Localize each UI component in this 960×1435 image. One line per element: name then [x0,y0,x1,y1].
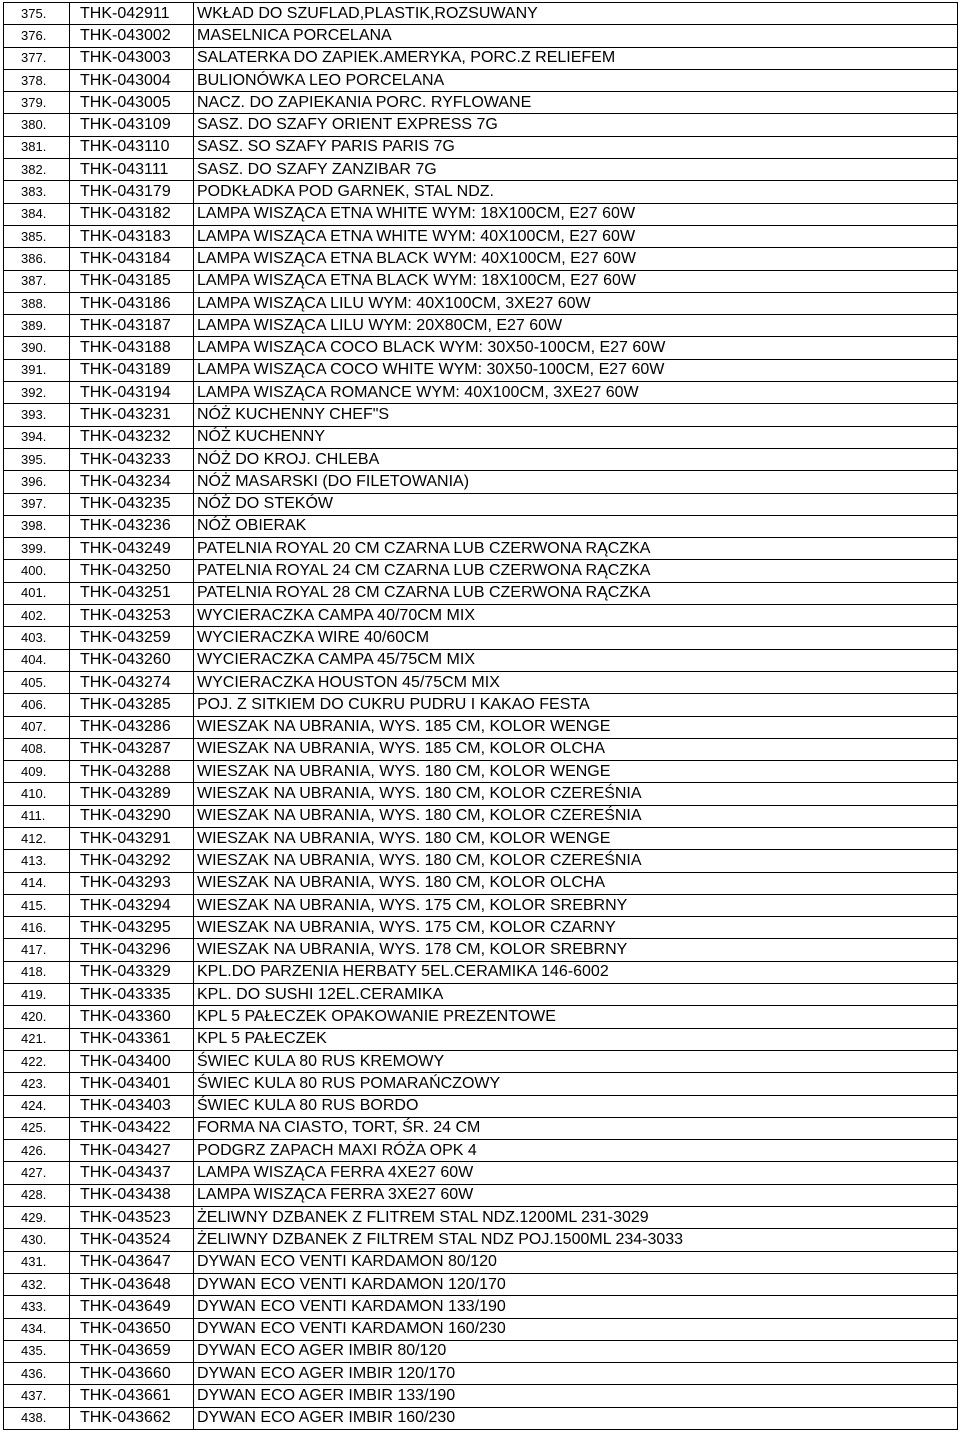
product-code-cell: THK-043189 [70,359,194,381]
row-number-cell: 383. [4,181,70,203]
product-description-cell: KPL.DO PARZENIA HERBATY 5EL.CERAMIKA 146-6002 [194,961,958,983]
table-row [4,582,958,604]
row-number-cell: 395. [4,448,70,470]
product-code-cell: THK-043291 [70,827,194,849]
row-number-cell: 432. [4,1273,70,1295]
table-row [4,225,958,247]
row-number-cell: 376. [4,25,70,47]
product-description-cell: SASZ. SO SZAFY PARIS PARIS 7G [194,136,958,158]
row-number-cell: 421. [4,1028,70,1050]
row-number-cell: 390. [4,337,70,359]
product-code-cell: THK-043427 [70,1140,194,1162]
product-description-cell: WIESZAK NA UBRANIA, WYS. 178 CM, KOLOR SREBRNY [194,939,958,961]
product-description-cell: PODKŁADKA POD GARNEK, STAL NDZ. [194,181,958,203]
product-description-cell: WIESZAK NA UBRANIA, WYS. 185 CM, KOLOR OLCHA [194,738,958,760]
table-row [4,1073,958,1095]
product-code-cell: THK-043185 [70,270,194,292]
row-number-cell: 382. [4,159,70,181]
product-description-cell: WIESZAK NA UBRANIA, WYS. 185 CM, KOLOR WENGE [194,716,958,738]
product-description-cell: LAMPA WISZĄCA COCO WHITE WYM: 30X50-100CM, E27 60W [194,359,958,381]
row-number-cell: 412. [4,827,70,849]
row-number-cell: 428. [4,1184,70,1206]
product-code-cell: THK-043250 [70,560,194,582]
row-number-cell: 407. [4,716,70,738]
product-code-cell: THK-043186 [70,292,194,314]
row-number-cell: 380. [4,114,70,136]
table-row [4,1251,958,1273]
row-number-cell: 427. [4,1162,70,1184]
product-code-cell: THK-043523 [70,1207,194,1229]
product-code-cell: THK-043401 [70,1073,194,1095]
row-number-cell: 410. [4,783,70,805]
product-code-cell: THK-043184 [70,248,194,270]
product-description-cell: FORMA NA CIASTO, TORT, ŚR. 24 CM [194,1117,958,1139]
table-row [4,939,958,961]
row-number-cell: 420. [4,1006,70,1028]
table-row [4,493,958,515]
row-number-cell: 426. [4,1140,70,1162]
table-row [4,783,958,805]
row-number-cell: 435. [4,1340,70,1362]
table-row [4,1184,958,1206]
row-number-cell: 387. [4,270,70,292]
table-row [4,1407,958,1429]
product-description-cell: SASZ. DO SZAFY ZANZIBAR 7G [194,159,958,181]
table-row [4,114,958,136]
product-code-cell: THK-043231 [70,404,194,426]
product-description-cell: WIESZAK NA UBRANIA, WYS. 180 CM, KOLOR WENGE [194,761,958,783]
row-number-cell: 436. [4,1363,70,1385]
product-code-cell: THK-043662 [70,1407,194,1429]
product-code-cell: THK-043288 [70,761,194,783]
product-description-cell: ŚWIEC KULA 80 RUS BORDO [194,1095,958,1117]
table-row [4,136,958,158]
product-description-cell: KPL. DO SUSHI 12EL.CERAMIKA [194,984,958,1006]
product-code-cell: THK-043182 [70,203,194,225]
table-row [4,1028,958,1050]
product-code-cell: THK-043650 [70,1318,194,1340]
table-row [4,872,958,894]
product-description-cell: DYWAN ECO AGER IMBIR 133/190 [194,1385,958,1407]
row-number-cell: 423. [4,1073,70,1095]
table-row [4,359,958,381]
table-row [4,984,958,1006]
product-code-cell: THK-043403 [70,1095,194,1117]
product-code-cell: THK-043659 [70,1340,194,1362]
product-code-cell: THK-043183 [70,225,194,247]
product-description-cell: WIESZAK NA UBRANIA, WYS. 180 CM, KOLOR CZEREŚNIA [194,805,958,827]
table-row [4,1006,958,1028]
product-description-cell: DYWAN ECO VENTI KARDAMON 80/120 [194,1251,958,1273]
product-code-cell: THK-043400 [70,1050,194,1072]
product-code-cell: THK-043286 [70,716,194,738]
row-number-cell: 399. [4,538,70,560]
table-row [4,538,958,560]
row-number-cell: 393. [4,404,70,426]
row-number-cell: 401. [4,582,70,604]
table-row [4,382,958,404]
table-row [4,315,958,337]
product-description-cell: WIESZAK NA UBRANIA, WYS. 175 CM, KOLOR SREBRNY [194,894,958,916]
product-description-cell: DYWAN ECO VENTI KARDAMON 160/230 [194,1318,958,1340]
table-row [4,448,958,470]
product-code-cell: THK-043004 [70,69,194,91]
product-description-cell: DYWAN ECO AGER IMBIR 120/170 [194,1363,958,1385]
product-code-cell: THK-043233 [70,448,194,470]
product-description-cell: PATELNIA ROYAL 20 CM CZARNA LUB CZERWONA RĄCZKA [194,538,958,560]
product-code-cell: THK-043660 [70,1363,194,1385]
product-code-cell: THK-043003 [70,47,194,69]
row-number-cell: 381. [4,136,70,158]
product-code-cell: THK-043260 [70,649,194,671]
row-number-cell: 400. [4,560,70,582]
product-description-cell: PATELNIA ROYAL 28 CM CZARNA LUB CZERWONA RĄCZKA [194,582,958,604]
product-code-cell: THK-043109 [70,114,194,136]
row-number-cell: 377. [4,47,70,69]
product-description-cell: LAMPA WISZĄCA COCO BLACK WYM: 30X50-100CM, E27 60W [194,337,958,359]
product-description-cell: PATELNIA ROYAL 24 CM CZARNA LUB CZERWONA RĄCZKA [194,560,958,582]
product-description-cell: ŚWIEC KULA 80 RUS POMARAŃCZOWY [194,1073,958,1095]
product-code-cell: THK-043360 [70,1006,194,1028]
product-code-cell: THK-043235 [70,493,194,515]
product-description-cell: MASELNICA PORCELANA [194,25,958,47]
row-number-cell: 403. [4,627,70,649]
product-description-cell: WYCIERACZKA HOUSTON 45/75CM MIX [194,671,958,693]
product-code-cell: THK-043287 [70,738,194,760]
row-number-cell: 433. [4,1296,70,1318]
product-description-cell: PODGRZ ZAPACH MAXI RÓŻA OPK 4 [194,1140,958,1162]
product-description-cell: KPL 5 PAŁECZEK OPAKOWANIE PREZENTOWE [194,1006,958,1028]
product-description-cell: WIESZAK NA UBRANIA, WYS. 180 CM, KOLOR OLCHA [194,872,958,894]
product-code-cell: THK-043361 [70,1028,194,1050]
product-description-cell: ŻELIWNY DZBANEK Z FILTREM STAL NDZ POJ.1500ML 234-3033 [194,1229,958,1251]
row-number-cell: 419. [4,984,70,1006]
table-row [4,515,958,537]
table-row [4,1207,958,1229]
product-code-cell: THK-043274 [70,671,194,693]
product-code-cell: THK-043422 [70,1117,194,1139]
table-row [4,560,958,582]
table-row [4,3,958,25]
product-code-cell: THK-043249 [70,538,194,560]
row-number-cell: 375. [4,3,70,25]
row-number-cell: 425. [4,1117,70,1139]
row-number-cell: 392. [4,382,70,404]
product-description-cell: LAMPA WISZĄCA FERRA 4XE27 60W [194,1162,958,1184]
table-row [4,1162,958,1184]
table-row [4,671,958,693]
product-description-cell: NÓŻ DO KROJ. CHLEBA [194,448,958,470]
row-number-cell: 378. [4,69,70,91]
product-description-cell: NACZ. DO ZAPIEKANIA PORC. RYFLOWANE [194,92,958,114]
product-description-cell: LAMPA WISZĄCA LILU WYM: 40X100CM, 3XE27 60W [194,292,958,314]
product-code-cell: THK-043661 [70,1385,194,1407]
row-number-cell: 398. [4,515,70,537]
product-table [3,2,958,1430]
table-row [4,917,958,939]
product-description-cell: WIESZAK NA UBRANIA, WYS. 180 CM, KOLOR WENGE [194,827,958,849]
product-code-cell: THK-042911 [70,3,194,25]
product-code-cell: THK-043294 [70,894,194,916]
row-number-cell: 396. [4,471,70,493]
row-number-cell: 391. [4,359,70,381]
product-code-cell: THK-043194 [70,382,194,404]
row-number-cell: 437. [4,1385,70,1407]
row-number-cell: 418. [4,961,70,983]
table-row [4,827,958,849]
product-code-cell: THK-043253 [70,605,194,627]
product-description-cell: WYCIERACZKA WIRE 40/60CM [194,627,958,649]
product-description-cell: WYCIERACZKA CAMPA 45/75CM MIX [194,649,958,671]
product-code-cell: THK-043232 [70,426,194,448]
product-code-cell: THK-043285 [70,694,194,716]
product-description-cell: WIESZAK NA UBRANIA, WYS. 175 CM, KOLOR CZARNY [194,917,958,939]
row-number-cell: 384. [4,203,70,225]
product-code-cell: THK-043259 [70,627,194,649]
product-code-cell: THK-043438 [70,1184,194,1206]
table-row [4,1273,958,1295]
row-number-cell: 429. [4,1207,70,1229]
table-row [4,159,958,181]
table-row [4,1318,958,1340]
table-row [4,805,958,827]
product-description-cell: ŚWIEC KULA 80 RUS KREMOWY [194,1050,958,1072]
table-row [4,1229,958,1251]
table-row [4,426,958,448]
table-row [4,605,958,627]
row-number-cell: 409. [4,761,70,783]
table-row [4,337,958,359]
table-row [4,69,958,91]
table-row [4,649,958,671]
product-description-cell: LAMPA WISZĄCA ETNA BLACK WYM: 18X100CM, E27 60W [194,270,958,292]
table-row [4,292,958,314]
product-code-cell: THK-043437 [70,1162,194,1184]
table-row [4,627,958,649]
row-number-cell: 422. [4,1050,70,1072]
product-description-cell: LAMPA WISZĄCA ROMANCE WYM: 40X100CM, 3XE27 60W [194,382,958,404]
product-code-cell: THK-043647 [70,1251,194,1273]
row-number-cell: 415. [4,894,70,916]
product-code-cell: THK-043649 [70,1296,194,1318]
row-number-cell: 438. [4,1407,70,1429]
row-number-cell: 434. [4,1318,70,1340]
table-row [4,894,958,916]
product-code-cell: THK-043289 [70,783,194,805]
product-description-cell: DYWAN ECO AGER IMBIR 160/230 [194,1407,958,1429]
product-description-cell: SASZ. DO SZAFY ORIENT EXPRESS 7G [194,114,958,136]
table-row [4,1140,958,1162]
product-description-cell: WIESZAK NA UBRANIA, WYS. 180 CM, KOLOR CZEREŚNIA [194,850,958,872]
product-description-cell: NÓŻ KUCHENNY [194,426,958,448]
row-number-cell: 385. [4,225,70,247]
row-number-cell: 411. [4,805,70,827]
row-number-cell: 397. [4,493,70,515]
product-description-cell: WKŁAD DO SZUFLAD,PLASTIK,ROZSUWANY [194,3,958,25]
product-code-cell: THK-043188 [70,337,194,359]
table-row [4,1050,958,1072]
table-row [4,761,958,783]
product-code-cell: THK-043005 [70,92,194,114]
table-row [4,1340,958,1362]
product-description-cell: POJ. Z SITKIEM DO CUKRU PUDRU I KAKAO FESTA [194,694,958,716]
row-number-cell: 414. [4,872,70,894]
product-description-cell: LAMPA WISZĄCA ETNA WHITE WYM: 18X100CM, E27 60W [194,203,958,225]
product-code-cell: THK-043234 [70,471,194,493]
table-row [4,203,958,225]
row-number-cell: 405. [4,671,70,693]
product-description-cell: LAMPA WISZĄCA ETNA WHITE WYM: 40X100CM, E27 60W [194,225,958,247]
product-code-cell: THK-043329 [70,961,194,983]
product-description-cell: DYWAN ECO AGER IMBIR 80/120 [194,1340,958,1362]
product-description-cell: NÓŻ KUCHENNY CHEF"S [194,404,958,426]
product-description-cell: DYWAN ECO VENTI KARDAMON 120/170 [194,1273,958,1295]
table-row [4,1095,958,1117]
table-row [4,25,958,47]
product-code-cell: THK-043002 [70,25,194,47]
table-row [4,1363,958,1385]
product-description-cell: NÓŻ MASARSKI (DO FILETOWANIA) [194,471,958,493]
table-row [4,47,958,69]
product-description-cell: LAMPA WISZĄCA ETNA BLACK WYM: 40X100CM, E27 60W [194,248,958,270]
product-description-cell: KPL 5 PAŁECZEK [194,1028,958,1050]
table-row [4,716,958,738]
product-code-cell: THK-043290 [70,805,194,827]
table-row [4,404,958,426]
product-code-cell: THK-043179 [70,181,194,203]
table-row [4,1385,958,1407]
product-code-cell: THK-043236 [70,515,194,537]
table-row [4,270,958,292]
product-code-cell: THK-043524 [70,1229,194,1251]
row-number-cell: 402. [4,605,70,627]
table-row [4,471,958,493]
row-number-cell: 424. [4,1095,70,1117]
product-code-cell: THK-043111 [70,159,194,181]
table-row [4,181,958,203]
product-code-cell: THK-043251 [70,582,194,604]
product-description-cell: DYWAN ECO VENTI KARDAMON 133/190 [194,1296,958,1318]
row-number-cell: 404. [4,649,70,671]
table-row [4,961,958,983]
row-number-cell: 394. [4,426,70,448]
product-code-cell: THK-043293 [70,872,194,894]
product-description-cell: BULIONÓWKA LEO PORCELANA [194,69,958,91]
product-description-cell: SALATERKA DO ZAPIEK.AMERYKA, PORC.Z RELIEFEM [194,47,958,69]
row-number-cell: 406. [4,694,70,716]
product-code-cell: THK-043296 [70,939,194,961]
product-table-body [4,3,958,1430]
table-row [4,248,958,270]
product-code-cell: THK-043295 [70,917,194,939]
table-row [4,1296,958,1318]
product-description-cell: ŻELIWNY DZBANEK Z FLITREM STAL NDZ.1200ML 231-3029 [194,1207,958,1229]
row-number-cell: 417. [4,939,70,961]
table-row [4,694,958,716]
product-description-cell: WYCIERACZKA CAMPA 40/70CM MIX [194,605,958,627]
product-code-cell: THK-043187 [70,315,194,337]
product-description-cell: NÓŻ OBIERAK [194,515,958,537]
row-number-cell: 430. [4,1229,70,1251]
row-number-cell: 389. [4,315,70,337]
row-number-cell: 413. [4,850,70,872]
product-description-cell: LAMPA WISZĄCA LILU WYM: 20X80CM, E27 60W [194,315,958,337]
product-code-cell: THK-043335 [70,984,194,1006]
table-row [4,92,958,114]
product-description-cell: LAMPA WISZĄCA FERRA 3XE27 60W [194,1184,958,1206]
table-row [4,738,958,760]
row-number-cell: 416. [4,917,70,939]
table-row [4,1117,958,1139]
product-code-cell: THK-043110 [70,136,194,158]
row-number-cell: 408. [4,738,70,760]
product-description-cell: WIESZAK NA UBRANIA, WYS. 180 CM, KOLOR CZEREŚNIA [194,783,958,805]
row-number-cell: 388. [4,292,70,314]
product-description-cell: NÓŻ DO STEKÓW [194,493,958,515]
row-number-cell: 379. [4,92,70,114]
product-code-cell: THK-043648 [70,1273,194,1295]
row-number-cell: 386. [4,248,70,270]
table-row [4,850,958,872]
product-code-cell: THK-043292 [70,850,194,872]
row-number-cell: 431. [4,1251,70,1273]
